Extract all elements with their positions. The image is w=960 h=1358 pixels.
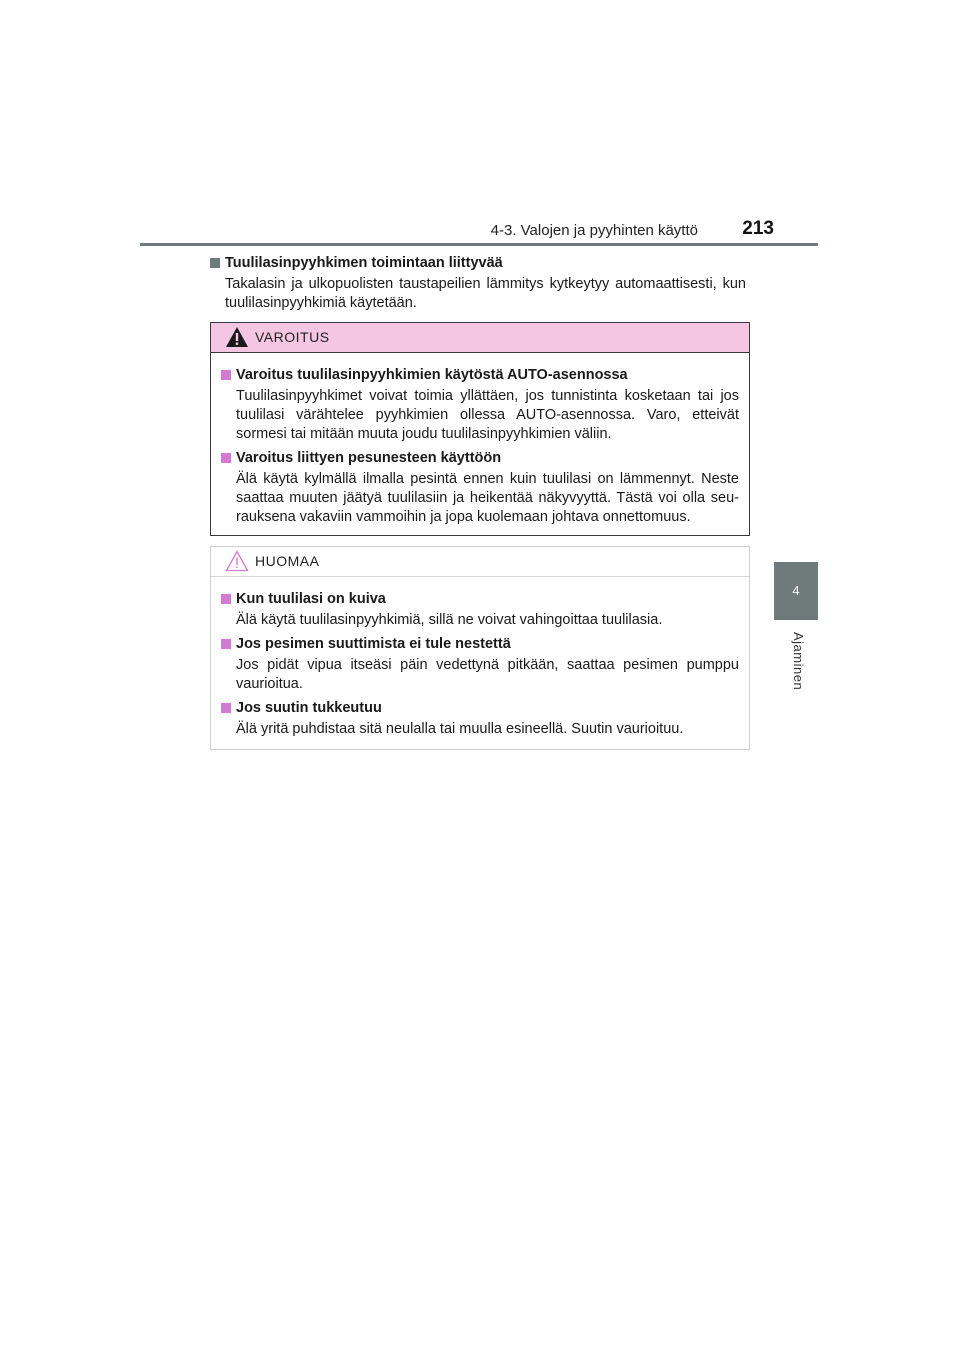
notice-item-text: Jos pidät vipua itseäsi päin vedettynä pitkään, saattaa pesimen pumppu vaurioitua. xyxy=(236,657,739,692)
notice-item xyxy=(221,634,739,694)
intro-section xyxy=(210,253,746,313)
header-rule xyxy=(140,243,818,246)
square-bullet-icon xyxy=(221,370,231,380)
intro-heading-text: Tuulilasinpyyhkimen toimintaan liittyvää xyxy=(225,255,503,271)
warning-item xyxy=(221,365,739,444)
chapter-label: Ajaminen xyxy=(791,632,806,691)
square-bullet-icon xyxy=(221,703,231,713)
notice-item-heading xyxy=(221,698,739,718)
notice-box xyxy=(210,546,750,750)
notice-box-header xyxy=(211,547,749,577)
warning-item-heading xyxy=(221,365,739,385)
intro-text: Takalasin ja ulkopuolisten taustapeilien lämmitys kytkeytyy automaattisesti, kun tuulilasinpyyhkimiä käytetään. xyxy=(225,276,746,311)
caution-triangle-icon xyxy=(225,550,249,572)
warning-box-body xyxy=(211,353,749,527)
notice-box-body xyxy=(211,577,749,739)
page-header xyxy=(140,214,818,244)
warning-item-heading-text: Varoitus tuulilasinpyyhkimien käytöstä AUTO-asennossa xyxy=(236,367,628,383)
notice-box-title: HUOMAA xyxy=(255,553,320,569)
chapter-tab xyxy=(774,562,818,620)
warning-item-text: Tuulilasinpyyhkimet voivat toimia yllättäen, jos tunnistinta kosketaan tai jos tuulilasi värähtelee pyyhkimien ollessa AUTO-asennossa. Varo, etteivät sormesi tai mitään muuta joudu tuulilasinpyyhkimien väliin. xyxy=(236,388,739,442)
notice-item xyxy=(221,589,739,630)
square-bullet-icon xyxy=(221,594,231,604)
notice-item-heading xyxy=(221,589,739,609)
warning-item xyxy=(221,448,739,527)
notice-item-text: Älä yritä puhdistaa sitä neulalla tai muulla esineellä. Suutin vaurioituu. xyxy=(236,721,684,737)
square-bullet-icon xyxy=(221,639,231,649)
square-bullet-icon xyxy=(221,453,231,463)
notice-item-heading-text: Jos suutin tukkeutuu xyxy=(236,700,382,716)
notice-item-heading-text: Kun tuulilasi on kuiva xyxy=(236,591,386,607)
warning-box xyxy=(210,322,750,536)
warning-triangle-icon xyxy=(225,326,249,348)
warning-box-title: VAROITUS xyxy=(255,329,330,345)
square-bullet-icon xyxy=(210,258,220,268)
page-number: 213 xyxy=(742,218,774,239)
warning-item-heading xyxy=(221,448,739,468)
notice-item xyxy=(221,698,739,739)
notice-item-text: Älä käytä tuulilasinpyyhkimiä, sillä ne voivat vahingoittaa tuulilasia. xyxy=(236,612,663,628)
chapter-number: 4 xyxy=(792,583,800,598)
warning-item-heading-text: Varoitus liittyen pesunesteen käyttöön xyxy=(236,450,502,466)
warning-item-text: Älä käytä kylmällä ilmalla pesintä ennen kuin tuulilasi on lämmennyt. Neste saattaa muuten jäätyä tuulilasiin ja heikentää näkyvyyttä. Tästä voi olla seu-rauksena vakaviin vammoihin ja jopa kuolemaan johtava onnettomuus. xyxy=(236,471,739,525)
notice-item-heading-text: Jos pesimen suuttimista ei tule nestettä xyxy=(236,636,511,652)
section-title: 4-3. Valojen ja pyyhinten käyttö xyxy=(490,222,698,239)
notice-item-heading xyxy=(221,634,739,654)
warning-box-header xyxy=(211,323,749,353)
intro-heading xyxy=(210,253,746,273)
